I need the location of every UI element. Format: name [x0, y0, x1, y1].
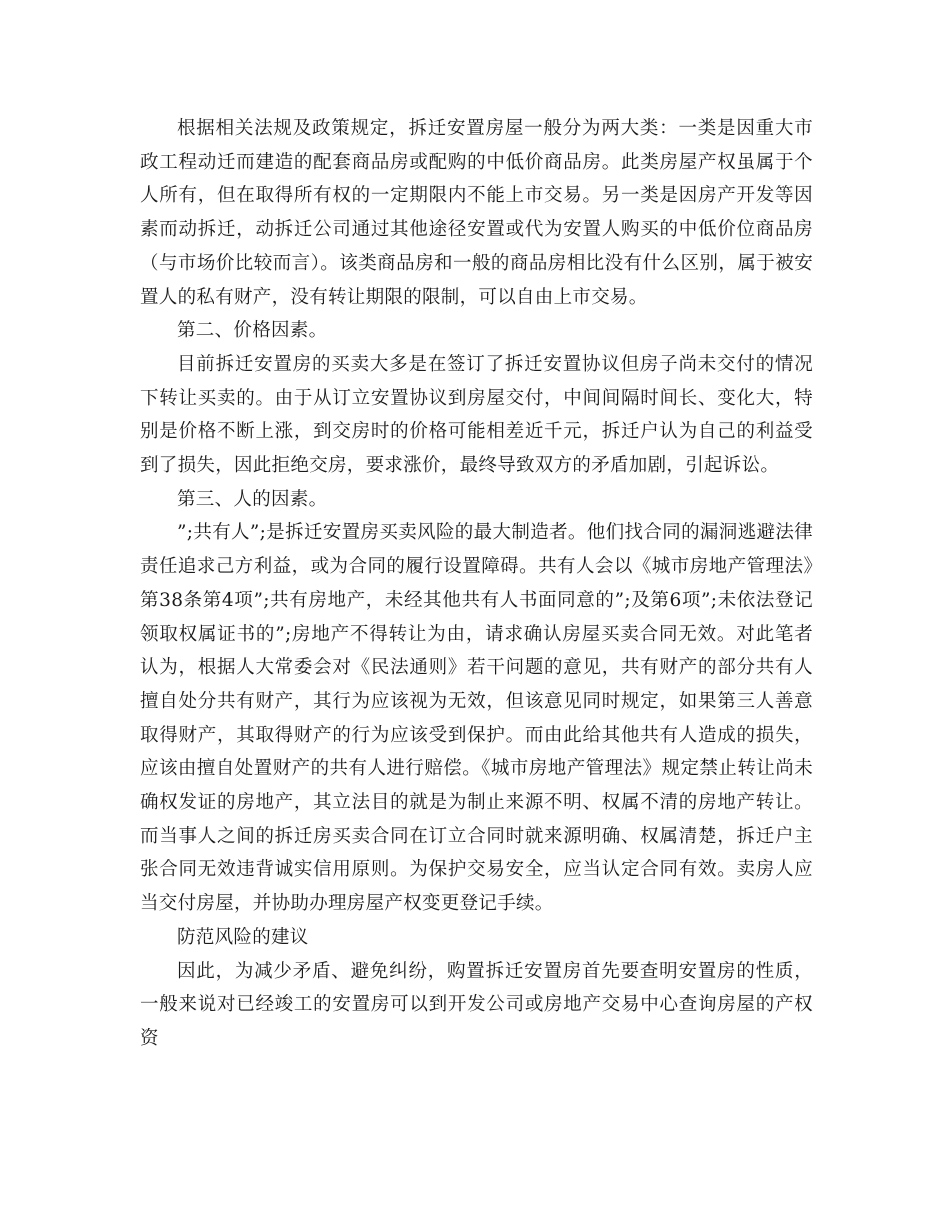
paragraph-resettlement-types: 根据相关法规及政策规定，拆迁安置房屋一般分为两大类：一类是因重大市政工程动迁而建造的配套商品房或配购的中低价商品房。此类房屋产权虽属于个人所有，但在取得所有权的一定期限内不能上市交易。另一类是因房产开发等因素而动拆迁，动拆迁公司通过其他途径安置或代为安置人购买的中低价位商品房（与市场价比较而言）。该类商品房和一般的商品房相比没有什么区别，属于被安置人的私有财产，没有转让期限的限制，可以自由上市交易。 — [140, 118, 813, 308]
paragraph-human-factor: ”;共有人”;是拆迁安置房买卖风险的最大制造者。他们找合同的漏洞逃避法律责任追求己方利益，或为合同的履行设置障碍。共有人会以《城市房地产管理法》第38条第4项”;共有房地产，未经其他共有人书面同意的”;及第6项”;未依法登记领取权属证书的”;房地产不得转让为由，请求确认房屋买卖合同无效。对此笔者认为，根据人大常委会对《民法通则》若干问题的意见，共有财产的部分共有人擅自处分共有财产，其行为应该视为无效，但该意见同时规定，如果第三人善意取得财产，其取得财产的行为应该受到保护。而由此给其他共有人造成的损失，应该由擅自处置财产的共有人进行赔偿。《城市房地产管理法》规定禁止转让尚未确权发证的房地产，其立法目的就是为制止来源不明、权属不清的房地产转让。而当事人之间的拆迁房买卖合同在订立合同时就来源明确、权属清楚，拆迁户主张合同无效违背诚实信用原则。为保护交易安全，应当认定合同有效。卖房人应当交付房屋，并协助办理房屋产权变更登记手续。 — [140, 522, 813, 915]
heading-risk-advice: 防范风险的建议 — [177, 926, 309, 948]
paragraph-price-factor: 目前拆迁安置房的买卖大多是在签订了拆迁安置协议但房子尚未交付的情况下转让买卖的。由于从订立安置协议到房屋交付，中间间隔时间长、变化大，特别是价格不断上涨，到交房时的价格可能相差近千元，拆迁户认为自己的利益受到了损失，因此拒绝交房，要求涨价，最终导致双方的矛盾加剧，引起诉讼。 — [140, 353, 813, 477]
paragraph-risk-advice: 因此，为减少矛盾、避免纠纷，购置拆迁安置房首先要查明安置房的性质，一般来说对已经竣工的安置房可以到开发公司或房地产交易中心查询房屋的产权资 — [140, 960, 813, 1049]
document-body — [140, 112, 813, 1056]
heading-price-factor: 第二、价格因素。 — [177, 320, 328, 342]
heading-human-factor: 第三、人的因素。 — [177, 488, 328, 510]
